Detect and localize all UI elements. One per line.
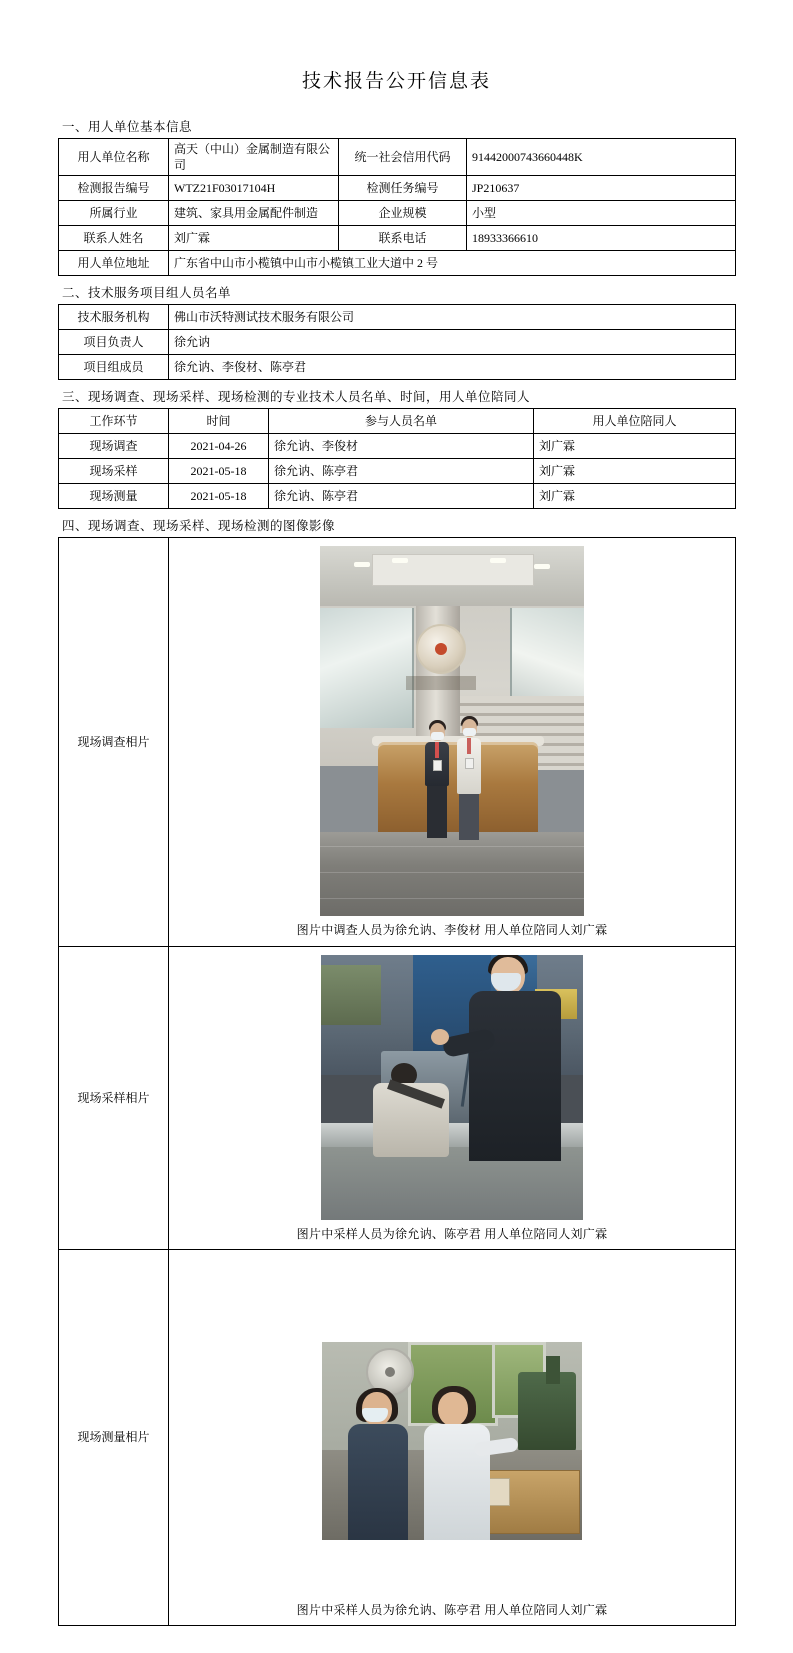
measurement-photo-caption: 图片中采样人员为徐允讷、陈亭君 用人单位陪同人刘广霖	[296, 1602, 608, 1617]
column-header-people: 参与人员名单	[269, 409, 534, 434]
project-members-label: 项目组成员	[59, 355, 169, 380]
survey-photo-container	[174, 540, 730, 920]
report-number-label: 检测报告编号	[59, 176, 169, 201]
site-sampling-photo	[321, 955, 583, 1220]
project-members-value: 徐允讷、李俊材、陈亭君	[169, 355, 736, 380]
survey-photo-caption: 图片中调查人员为徐允讷、李俊材 用人单位陪同人刘广霖	[296, 923, 608, 938]
section-4-heading: 四、现场调查、现场采样、现场检测的图像影像	[62, 519, 336, 534]
column-header-stage: 工作环节	[59, 409, 169, 434]
stage-value: 现场调查	[59, 434, 169, 459]
survey-photo-cell	[169, 538, 736, 946]
enterprise-scale-label: 企业规模	[339, 201, 467, 226]
stage-value: 现场采样	[59, 459, 169, 484]
task-number-label: 检测任务编号	[339, 176, 467, 201]
credit-code-label: 统一社会信用代码	[339, 139, 467, 176]
onsite-personnel-table	[58, 408, 736, 509]
table-row	[59, 176, 736, 201]
employer-address-value: 广东省中山市小榄镇中山市小榄镇工业大道中 2 号	[169, 251, 736, 276]
report-number-value: WTZ21F03017104H	[169, 176, 339, 201]
contact-name-label: 联系人姓名	[59, 226, 169, 251]
project-leader-value: 徐允讷	[169, 330, 736, 355]
contact-phone-label: 联系电话	[339, 226, 467, 251]
task-number-value: JP210637	[467, 176, 736, 201]
page-title: 技术报告公开信息表	[301, 71, 491, 92]
date-value: 2021-04-26	[169, 434, 269, 459]
employer-name-value: 高天（中山）金属制造有限公司	[169, 139, 339, 176]
people-value: 徐允讷、陈亭君	[269, 459, 534, 484]
table-row	[59, 330, 736, 355]
column-header-date: 时间	[169, 409, 269, 434]
contact-name-value: 刘广霖	[169, 226, 339, 251]
employer-address-label: 用人单位地址	[59, 251, 169, 276]
measurement-photo-label: 现场测量相片	[59, 1249, 169, 1625]
companion-value: 刘广霖	[534, 459, 736, 484]
industry-label: 所属行业	[59, 201, 169, 226]
date-value: 2021-05-18	[169, 459, 269, 484]
table-row	[59, 946, 736, 1249]
table-row	[59, 201, 736, 226]
section-2-heading: 二、技术服务项目组人员名单	[62, 286, 232, 301]
site-survey-photo	[320, 546, 584, 916]
table-row	[59, 1249, 736, 1625]
table-row	[59, 139, 736, 176]
companion-value: 刘广霖	[534, 484, 736, 509]
survey-photo-label: 现场调查相片	[59, 538, 169, 946]
sampling-photo-cell	[169, 946, 736, 1249]
measurement-photo-container	[174, 1252, 730, 1600]
contact-phone-value: 18933366610	[467, 226, 736, 251]
sampling-photo-caption: 图片中采样人员为徐允讷、陈亭君 用人单位陪同人刘广霖	[296, 1226, 608, 1241]
project-leader-label: 项目负责人	[59, 330, 169, 355]
sampling-photo-label: 现场采样相片	[59, 946, 169, 1249]
date-value: 2021-05-18	[169, 484, 269, 509]
measurement-photo-cell	[169, 1249, 736, 1625]
table-row	[59, 434, 736, 459]
companion-value: 刘广霖	[534, 434, 736, 459]
site-measurement-photo	[322, 1342, 582, 1540]
column-header-companion: 用人单位陪同人	[534, 409, 736, 434]
employer-name-label: 用人单位名称	[59, 139, 169, 176]
section-1-heading: 一、用人单位基本信息	[62, 120, 193, 134]
people-value: 徐允讷、李俊材	[269, 434, 534, 459]
employer-basic-info-table	[58, 138, 736, 276]
service-org-value: 佛山市沃特测试技术服务有限公司	[169, 305, 736, 330]
stage-value: 现场测量	[59, 484, 169, 509]
project-team-table	[58, 304, 736, 380]
table-header-row	[59, 409, 736, 434]
table-row	[59, 538, 736, 946]
table-row	[59, 484, 736, 509]
table-row	[59, 226, 736, 251]
table-row	[59, 355, 736, 380]
enterprise-scale-value: 小型	[467, 201, 736, 226]
sampling-photo-container	[174, 949, 730, 1224]
people-value: 徐允讷、陈亭君	[269, 484, 534, 509]
table-row	[59, 459, 736, 484]
industry-value: 建筑、家具用金属配件制造	[169, 201, 339, 226]
service-org-label: 技术服务机构	[59, 305, 169, 330]
section-3-heading: 三、现场调查、现场采样、现场检测的专业技术人员名单、时间，用人单位陪同人	[62, 390, 531, 405]
onsite-photos-table	[58, 537, 736, 1626]
credit-code-value: 91442000743660448K	[467, 139, 736, 176]
table-row	[59, 251, 736, 276]
table-row	[59, 305, 736, 330]
